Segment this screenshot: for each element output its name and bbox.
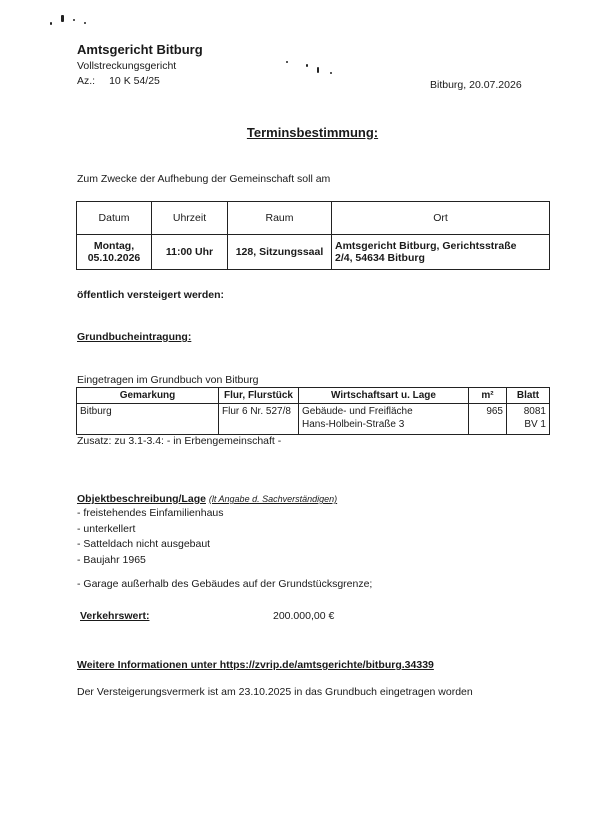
table-row	[77, 235, 550, 270]
blatt-line-2: BV 1	[524, 419, 546, 430]
document-title: Terminsbestimmung:	[246, 125, 379, 140]
object-description-note: (lt Angabe d. Sachverständigen)	[208, 494, 338, 504]
scan-artifact	[286, 61, 288, 63]
datum-weekday: Montag,	[93, 240, 135, 252]
cell-ort	[332, 235, 550, 270]
auction-registration-note: Der Versteigerungsvermerk ist am 23.10.2025 in das Grundbuch eingetragen worden	[77, 686, 473, 698]
auction-date-table	[76, 201, 550, 270]
header-datum: Datum	[77, 202, 152, 235]
scan-artifact	[306, 64, 308, 67]
header-ort: Ort	[332, 202, 550, 235]
scan-artifact	[61, 15, 64, 22]
object-features-list	[77, 506, 224, 568]
cell-datum	[77, 235, 152, 270]
table-header-row	[77, 202, 550, 235]
scan-artifact	[84, 22, 86, 24]
cell-wirtschaftsart	[299, 404, 469, 435]
header-blatt: Blatt	[507, 388, 550, 404]
ort-line-1: Amtsgericht Bitburg, Gerichtsstraße	[335, 240, 517, 252]
cell-raum: 128, Sitzungssaal	[228, 235, 332, 270]
cell-blatt	[507, 404, 550, 435]
file-reference-value: 10 K 54/25	[109, 75, 160, 87]
market-value-amount: 200.000,00 €	[273, 610, 335, 622]
place-date: Bitburg, 20.07.2026	[430, 79, 522, 91]
land-register-table	[76, 387, 550, 435]
land-register-addendum: Zusatz: zu 3.1-3.4: - in Erbengemeinschaft -	[77, 435, 282, 447]
intro-text: Zum Zwecke der Aufhebung der Gemeinschaft soll am	[77, 173, 331, 185]
list-item: - freistehendes Einfamilienhaus	[77, 507, 224, 519]
wirtschaftsart-line-2: Hans-Holbein-Straße 3	[302, 419, 405, 430]
garage-note: - Garage außerhalb des Gebäudes auf der Grundstücksgrenze;	[77, 578, 373, 590]
scan-artifact	[330, 72, 332, 74]
land-register-heading: Grundbucheintragung:	[77, 331, 192, 343]
object-description-heading	[77, 493, 337, 505]
ort-line-2: 2/4, 54634 Bitburg	[335, 252, 425, 264]
header-gemarkung: Gemarkung	[77, 388, 219, 404]
header-wirtschaftsart: Wirtschaftsart u. Lage	[299, 388, 469, 404]
cell-area: 965	[469, 404, 507, 435]
scan-artifact	[317, 67, 319, 73]
scan-artifact	[50, 22, 52, 25]
court-name: Amtsgericht Bitburg	[77, 42, 203, 57]
wirtschaftsart-line-1: Gebäude- und Freifläche	[302, 406, 413, 417]
court-department: Vollstreckungsgericht	[77, 60, 177, 72]
file-reference-label: Az.:	[77, 75, 96, 87]
land-register-intro: Eingetragen im Grundbuch von Bitburg	[77, 374, 259, 386]
cell-uhrzeit: 11:00 Uhr	[152, 235, 228, 270]
header-area: m²	[469, 388, 507, 404]
file-reference	[77, 75, 160, 87]
object-description-title: Objektbeschreibung/Lage	[77, 493, 206, 505]
market-value-label: Verkehrswert:	[80, 610, 150, 622]
header-raum: Raum	[228, 202, 332, 235]
header-uhrzeit: Uhrzeit	[152, 202, 228, 235]
list-item: - Baujahr 1965	[77, 553, 146, 566]
cell-gemarkung: Bitburg	[77, 404, 219, 435]
header-flur: Flur, Flurstück	[219, 388, 299, 404]
datum-date: 05.10.2026	[87, 252, 141, 264]
table-row	[77, 404, 550, 435]
more-info-link[interactable]: Weitere Informationen unter https://zvrip.de/amtsgerichte/bitburg.34339	[77, 659, 434, 671]
list-item: - Satteldach nicht ausgebaut	[77, 538, 211, 550]
auction-statement: öffentlich versteigert werden:	[77, 289, 225, 301]
table-header-row	[77, 388, 550, 404]
blatt-line-1: 8081	[523, 406, 546, 417]
cell-flur: Flur 6 Nr. 527/8	[219, 404, 299, 435]
list-item: - unterkellert	[77, 522, 136, 535]
scan-artifact	[73, 19, 75, 21]
